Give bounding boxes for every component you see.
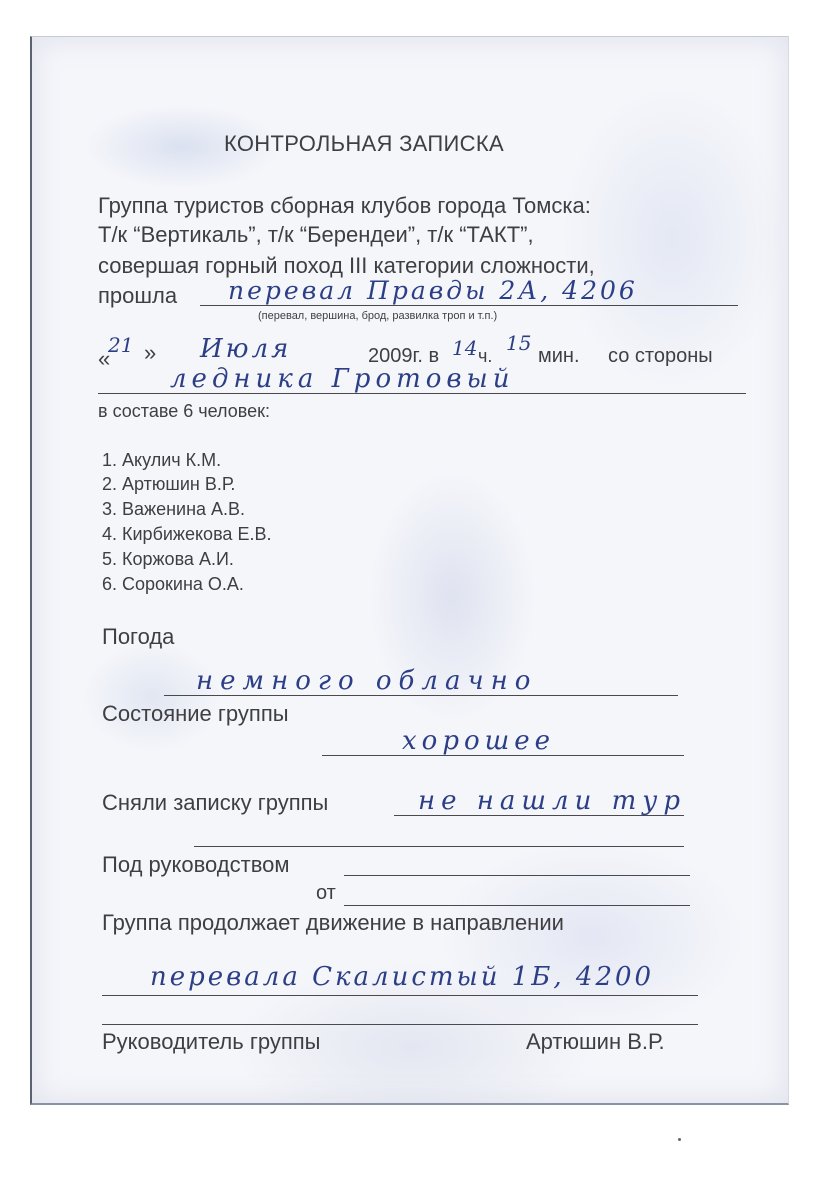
document-title: КОНТРОЛЬНАЯ ЗАПИСКА: [224, 131, 504, 156]
from-underline: [344, 905, 690, 906]
removed-handwritten: не нашли тур: [418, 786, 686, 816]
side-handwritten: ледника Гротовый: [170, 364, 515, 394]
year-text: 2009г. в: [368, 345, 440, 367]
state-label: Состояние группы: [102, 701, 289, 726]
hour-unit: ч.: [478, 346, 493, 366]
minute-unit: мин.: [538, 345, 580, 367]
passed-handwritten: перевал Правды 2А, 4206: [228, 276, 638, 305]
member-list-item: 6. Сорокина О.А.: [102, 574, 244, 594]
side-label: со стороны: [608, 345, 713, 367]
state-handwritten: хорошее: [402, 726, 556, 756]
composition-label: в составе 6 человек:: [98, 401, 270, 421]
from-label: от: [316, 882, 336, 904]
scan-speck: [678, 1138, 681, 1141]
day-open-quote: «: [98, 346, 111, 371]
intro-line-2: Т/к “Вертикаль”, т/к “Берендеи”, т/к “ТАКТ”,: [98, 222, 534, 247]
member-list-item: 2. Артюшин В.Р.: [102, 474, 236, 494]
leadership-label: Под руководством: [102, 852, 290, 877]
day-close-quote: »: [144, 340, 157, 365]
direction-handwritten: перевала Скалистый 1Б, 4200: [150, 962, 655, 992]
removed-second-underline: [194, 846, 684, 847]
direction-label: Группа продолжает движение в направлении: [102, 910, 564, 935]
member-list-item: 1. Акулич К.М.: [102, 450, 222, 470]
leader-label: Руководитель группы: [102, 1029, 321, 1054]
day-handwritten: 21: [108, 333, 134, 357]
passed-hint: (перевал, вершина, брод, развилка троп и т.п.): [258, 310, 498, 322]
removed-label: Сняли записку группы: [102, 790, 329, 815]
member-list-item: 3. Важенина А.В.: [102, 499, 246, 519]
month-handwritten: Июля: [200, 334, 292, 364]
hour-handwritten: 14: [452, 336, 478, 360]
direction-underline: [102, 995, 698, 996]
minute-handwritten: 15: [506, 331, 532, 355]
leader-name: Артюшин В.Р.: [526, 1029, 665, 1054]
direction-second-underline: [102, 1024, 698, 1025]
passed-label: прошла: [98, 283, 178, 308]
intro-line-3: совершая горный поход III категории сложности,: [98, 253, 595, 278]
weather-label: Погода: [102, 624, 175, 649]
intro-line-1: Группа туристов сборная клубов города Томска:: [98, 193, 591, 218]
member-list-item: 4. Кирбижекова Е.В.: [102, 524, 272, 544]
member-list-item: 5. Коржова А.И.: [102, 549, 234, 569]
leadership-underline: [344, 875, 690, 876]
weather-handwritten: немного облачно: [196, 666, 538, 696]
